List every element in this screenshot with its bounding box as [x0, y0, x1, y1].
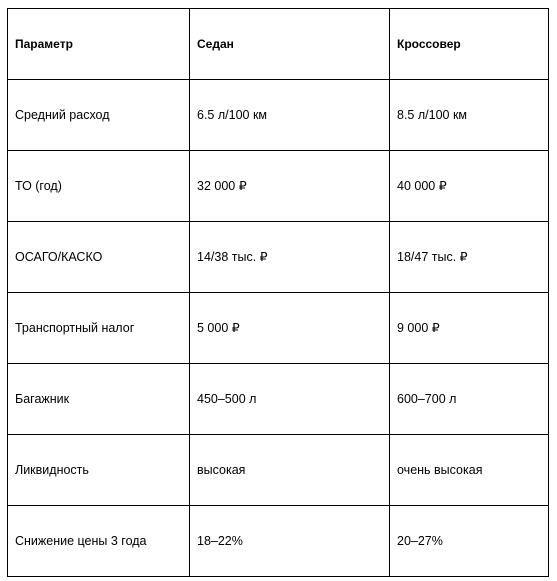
comparison-table [7, 8, 549, 577]
cell-sedan: 5 000 ₽ [190, 293, 390, 364]
table-row [8, 435, 549, 506]
table-header-row [8, 9, 549, 80]
table-row [8, 293, 549, 364]
cell-parameter: Транспортный налог [8, 293, 190, 364]
header-parameter: Параметр [8, 9, 190, 80]
header-crossover: Кроссовер [390, 9, 549, 80]
cell-sedan: 14/38 тыс. ₽ [190, 222, 390, 293]
cell-crossover: 18/47 тыс. ₽ [390, 222, 549, 293]
cell-sedan: 32 000 ₽ [190, 151, 390, 222]
table-row [8, 80, 549, 151]
cell-crossover: 40 000 ₽ [390, 151, 549, 222]
table-row [8, 364, 549, 435]
cell-crossover: очень высокая [390, 435, 549, 506]
cell-sedan: высокая [190, 435, 390, 506]
cell-parameter: ОСАГО/КАСКО [8, 222, 190, 293]
table-row [8, 222, 549, 293]
table-row [8, 151, 549, 222]
cell-parameter: Ликвидность [8, 435, 190, 506]
cell-parameter: ТО (год) [8, 151, 190, 222]
cell-parameter: Снижение цены 3 года [8, 506, 190, 577]
cell-crossover: 20–27% [390, 506, 549, 577]
cell-parameter: Средний расход [8, 80, 190, 151]
table-row [8, 506, 549, 577]
cell-crossover: 9 000 ₽ [390, 293, 549, 364]
comparison-table-container [7, 8, 548, 576]
cell-crossover: 8.5 л/100 км [390, 80, 549, 151]
cell-sedan: 6.5 л/100 км [190, 80, 390, 151]
cell-parameter: Багажник [8, 364, 190, 435]
cell-sedan: 450–500 л [190, 364, 390, 435]
cell-crossover: 600–700 л [390, 364, 549, 435]
header-sedan: Седан [190, 9, 390, 80]
cell-sedan: 18–22% [190, 506, 390, 577]
